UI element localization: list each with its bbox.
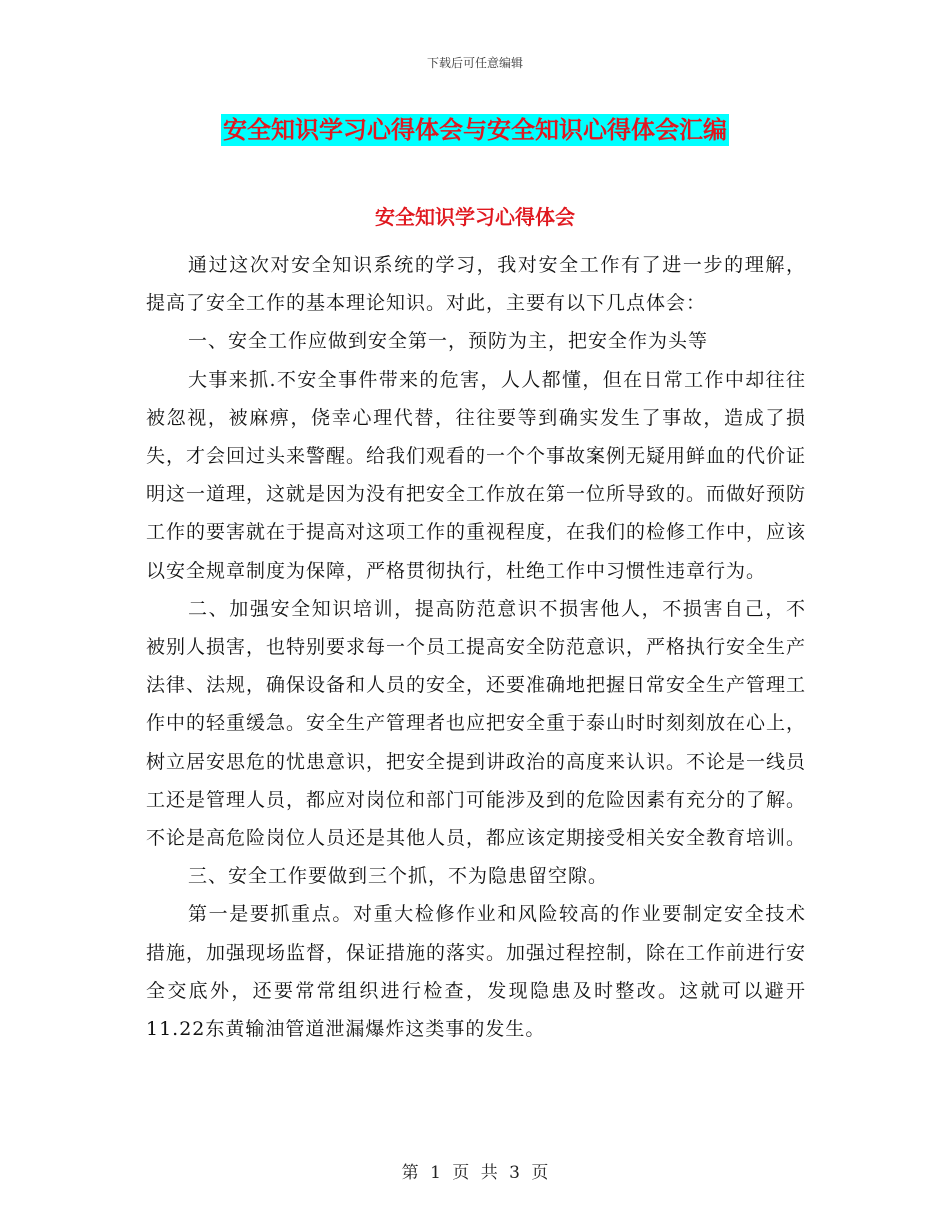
paragraph-point-one-body: 大事来抓.不安全事件带来的危害，人人都懂，但在日常工作中却往往被忽视，被麻痹，侥幸心理代替，往往要等到确实发生了事故，造成了损失，才会回过头来警醒。给我们观看的一个个事故案例无疑用鲜血的代价证明这一道理，这就是因为没有把安全工作放在第一位所导致的。而做好预防工作的要害就在于提高对这项工作的重视程度，在我们的检修工作中，应该以安全规章制度为保障，严格贯彻执行，杜绝工作中习惯性违章行为。 bbox=[146, 368, 807, 582]
section-title: 安全知识学习心得体会 bbox=[375, 205, 575, 229]
page-footer: 第 1 页 共 3 页 bbox=[401, 1163, 549, 1183]
paragraph-intro: 通过这次对安全知识系统的学习，我对安全工作有了进一步的理解，提高了安全工作的基本理论知识。对此，主要有以下几点体会： bbox=[146, 254, 806, 315]
header-note: 下载后可任意编辑 bbox=[426, 56, 523, 70]
main-title-wrap bbox=[0, 114, 950, 146]
paragraph-first-focus: 第一是要抓重点。对重大检修作业和风险较高的作业要制定安全技术措施，加强现场监督，保证措施的落实。加强过程控制，除在工作前进行安全交底外，还要常常组织进行检查，发现隐患及时整改。这就可以避开11.22东黄输油管道泄漏爆炸这类事的发生。 bbox=[146, 903, 807, 1041]
document-body bbox=[146, 246, 806, 1048]
paragraph-point-two: 二、加强安全知识培训，提高防范意识不损害他人，不损害自己，不被别人损害，也特别要求每一个员工提高安全防范意识，严格执行安全生产法律、法规，确保设备和人员的安全，还要准确地把握日常安全生产管理工作中的轻重缓急。安全生产管理者也应把安全重于泰山时时刻刻放在心上，树立居安思危的忧患意识，把安全提到讲政治的高度来认识。不论是一线员工还是管理人员，都应对岗位和部门可能涉及到的危险因素有充分的了解。不论是高危险岗位人员还是其他人员，都应该定期接受相关安全教育培训。 bbox=[146, 597, 807, 850]
main-title: 安全知识学习心得体会与安全知识心得体会汇编 bbox=[223, 116, 727, 144]
paragraph-point-three: 三、安全工作要做到三个抓，不为隐患留空隙。 bbox=[188, 865, 609, 888]
paragraph-point-one-heading: 一、安全工作应做到安全第一，预防为主，把安全作为头等 bbox=[188, 330, 709, 353]
